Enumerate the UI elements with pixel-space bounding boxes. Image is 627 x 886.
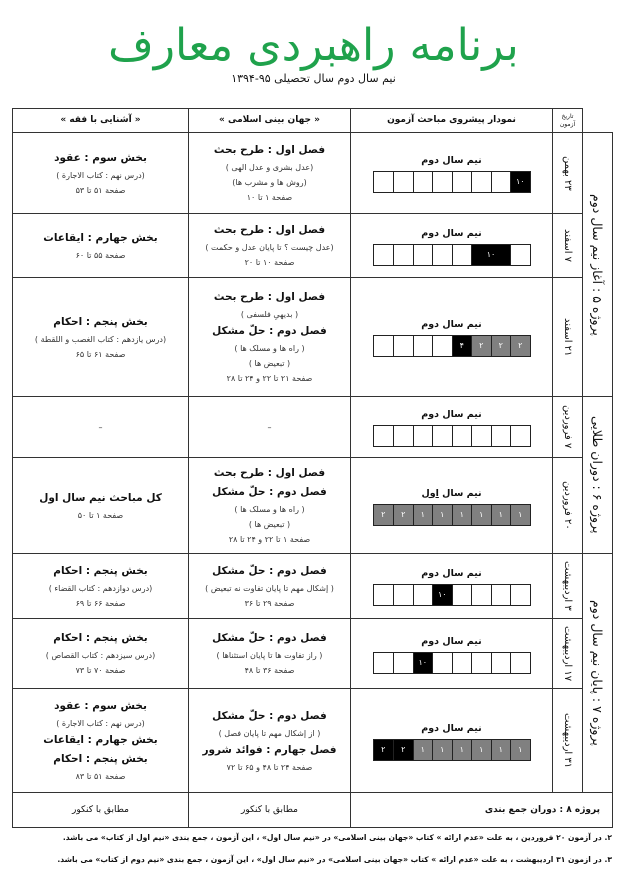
fiqh-cell [13, 619, 189, 689]
fiqh-line: (درس یازدهم : کتاب الغصب و اللقطة ) [34, 334, 167, 344]
fiqh-line: (درس نهم : کتاب الاجارة ) [56, 170, 145, 180]
schedule-row [13, 689, 613, 793]
progress-chart-cell [351, 397, 553, 458]
fiqh-line: صفحة ۶۱ تا ۶۵ [75, 349, 126, 359]
jahan-line: (عدل بشری و عدل الهی ) [225, 163, 314, 172]
date-cell [553, 619, 583, 689]
progress-segment [491, 653, 511, 673]
exam-date: ۳ اردیبهشت [562, 561, 573, 611]
progress-segment [413, 336, 433, 356]
chart-label: نیم سال دوم [421, 155, 482, 166]
progress-segment [374, 426, 394, 446]
fiqh-line: صفحة ۵۱ تا ۸۳ [75, 772, 126, 781]
chart-label-prefix: نیم سال [438, 487, 482, 499]
fiqh-line: بخش پنجم : احکام [53, 753, 148, 765]
final-project: پروژه ۸ : دوران جمع بندی [351, 793, 613, 828]
progress-segment: ۱ [413, 740, 433, 760]
note-2: ۲. در آزمون ۲۰ فروردین ، به علت «عدم ارائه » کتاب «جهان بینی اسلامی» در «نیم سال اول» ، این آزمون ، جمع بندی «نیم اول از کتاب» می باشد. [62, 833, 612, 842]
date-cell [553, 554, 583, 619]
progress-bar [373, 425, 531, 447]
jahan-line: فصل جهارم : فوائد شرور [202, 743, 337, 756]
fiqh-line: صفحة ۶۶ تا ۶۹ [75, 598, 126, 608]
fiqh-line: کل مباحث نیم سال اول [39, 491, 162, 504]
jahan-line: صفحة ۲۹ تا ۳۶ [244, 598, 295, 608]
progress-segment: ۱ [413, 505, 433, 525]
jahan-line: (روش ها و مشرب ها) [232, 178, 307, 187]
progress-chart-cell [351, 619, 553, 689]
progress-segment [432, 653, 452, 673]
date-cell [553, 397, 583, 458]
schedule-row [13, 214, 613, 278]
schedule-row [13, 278, 613, 397]
progress-segment [413, 585, 433, 605]
fiqh-line: صفحة ۵۱ تا ۵۳ [75, 185, 126, 195]
jahan-cell [189, 133, 351, 214]
progress-segment: ۱ [471, 505, 491, 525]
progress-segment [374, 653, 394, 673]
progress-segment [452, 245, 472, 265]
schedule-row [13, 458, 613, 554]
progress-bar [373, 244, 531, 266]
jahan-line: ( إشکال مهم تا پایان تفاوت نه تبعیض ) [205, 583, 334, 593]
jahan-line: ( راه ها و مسلک ها ) [234, 344, 305, 353]
jahan-line: ( تبعیض ها ) [248, 359, 291, 368]
header-jahan: « جهان بینی اسلامی » [189, 109, 351, 133]
fiqh-cell [13, 214, 189, 278]
chart-label: نیم سال دوم [421, 722, 482, 734]
progress-segment: ۱ [510, 505, 530, 525]
jahan-line: صفحة ۱ تا ۲۲ و ۲۴ تا ۲۸ [228, 535, 311, 544]
progress-segment: ۲ [374, 505, 394, 525]
jahan-line: ( راز تفاوت ها تا پایان استثناها ) [216, 651, 323, 660]
progress-segment [374, 336, 394, 356]
progress-segment [413, 172, 433, 192]
exam-date: ۷ اسفند [562, 228, 573, 263]
progress-segment: ۱ [510, 740, 530, 760]
exam-date: ۲۰ فروردین [562, 481, 573, 530]
project-label: پروژه ۵ : آغاز نیم سال دوم [590, 193, 605, 336]
final-jahan: مطابق با کنکور [189, 793, 351, 828]
progress-segment [393, 585, 413, 605]
progress-segment [432, 336, 452, 356]
progress-segment [491, 172, 511, 192]
jahan-line: صفحة ۳۶ تا ۴۸ [244, 666, 295, 675]
fiqh-line: بخش پنجم : احکام [53, 632, 148, 644]
jahan-line: فصل اول : طرح بحث [213, 224, 326, 236]
final-fiqh: مطابق با کنکور [13, 793, 189, 828]
chart-label-underlined: اول [421, 487, 439, 499]
fiqh-line: صفحة ۵۵ تا ۶۰ [75, 250, 126, 260]
fiqh-line: بخش پنجم : احکام [53, 315, 148, 328]
progress-segment: ۲ [393, 505, 413, 525]
progress-segment [413, 426, 433, 446]
progress-segment [471, 653, 491, 673]
jahan-line: فصل اول : طرح بحث [213, 467, 326, 479]
page-title: برنامه راهبردی معارف [108, 20, 519, 71]
progress-segment [374, 172, 394, 192]
schedule-table [12, 108, 613, 828]
progress-segment: ۲ [374, 740, 394, 760]
jahan-line: فصل اول : طرح بحث [213, 291, 326, 303]
fiqh-line: – [98, 422, 103, 432]
exam-date: ۱۷ اردیبهشت [562, 625, 573, 682]
progress-segment [491, 585, 511, 605]
header-row [13, 109, 613, 133]
progress-segment: ۲ [510, 336, 530, 356]
exam-date: ۲۱ اسفند [562, 317, 573, 357]
date-cell [553, 458, 583, 554]
jahan-cell [189, 689, 351, 793]
jahan-line: فصل دوم : حلّ مشکل [212, 709, 327, 722]
progress-segment [452, 172, 472, 192]
fiqh-line: (درس دوازدهم : کتاب القضاء ) [48, 583, 153, 593]
progress-bar [373, 739, 531, 761]
jahan-line: فصل دوم : حلّ مشکل [212, 564, 327, 577]
header-chart: نمودار پیشروی مباحث آزمون [351, 109, 553, 133]
progress-chart-cell [351, 554, 553, 619]
chart-label: نیم سال دوم [421, 568, 482, 579]
progress-chart-cell [351, 689, 553, 793]
fiqh-cell [13, 133, 189, 214]
fiqh-cell [13, 458, 189, 554]
date-cell [553, 689, 583, 793]
project-cell [583, 133, 613, 397]
progress-segment [432, 426, 452, 446]
final-row [13, 793, 613, 828]
jahan-line: – [267, 422, 272, 432]
jahan-line: ( از إشکال مهم تا پایان فصل ) [218, 728, 321, 738]
schedule-row [13, 619, 613, 689]
jahan-cell [189, 554, 351, 619]
progress-segment [393, 245, 413, 265]
fiqh-line: صفحة ۷۰ تا ۷۳ [75, 666, 126, 675]
progress-segment: ۱ [432, 740, 452, 760]
progress-segment [471, 585, 491, 605]
header-date: تاریخ آزمون [553, 109, 583, 133]
note-3: ۳. در ازمون ۳۱ اردیبهشت ، به علت «عدم ارائه » کتاب «جهان بینی اسلامی» در «نیم سال اول» ، این آزمون ، جمع بندی «نیم دوم از کتاب» می باشد. [57, 855, 612, 864]
jahan-line: صفحة ۱ تا ۱۰ [246, 193, 293, 202]
progress-segment: ۱ [491, 505, 511, 525]
fiqh-cell [13, 689, 189, 793]
jahan-cell [189, 214, 351, 278]
progress-bar [373, 652, 531, 674]
project-cell [583, 397, 613, 554]
progress-chart-cell [351, 278, 553, 397]
project-cell [583, 554, 613, 793]
progress-segment [374, 585, 394, 605]
fiqh-line: صفحة ۱ تا ۵۰ [77, 510, 124, 520]
progress-segment: ۱ [471, 740, 491, 760]
exam-date: ۷ فروردین [562, 405, 573, 449]
fiqh-line: بخش سوم : عقود [54, 700, 147, 712]
progress-segment: ۲ [491, 336, 511, 356]
jahan-line: ( تبعیض ها ) [248, 520, 291, 529]
jahan-cell [189, 619, 351, 689]
date-cell [553, 133, 583, 214]
exam-date: ۳۱ اردیبهشت [562, 712, 573, 769]
page-subtitle: نیم سال دوم سال تحصیلی ۹۵-۱۳۹۴ [231, 72, 396, 85]
date-cell [553, 278, 583, 397]
jahan-line: صفحة ۲۴ تا ۴۸ و ۶۵ تا ۷۲ [226, 762, 313, 772]
progress-segment [452, 585, 472, 605]
jahan-line: فصل دوم : حلّ مشکل [212, 325, 327, 337]
chart-label: نیم سال دوم [421, 409, 482, 420]
progress-chart-cell [351, 458, 553, 554]
progress-segment: ۱۰ [413, 653, 433, 673]
progress-segment [471, 426, 491, 446]
project-label: پروژه ۷ : پایان نیم سال دوم [590, 600, 605, 746]
fiqh-line: بخش سوم : عقود [54, 151, 147, 164]
progress-segment [432, 245, 452, 265]
fiqh-line: (درس نهم : کتاب الاجارة ) [56, 719, 145, 728]
progress-chart-cell [351, 214, 553, 278]
progress-segment [471, 172, 491, 192]
progress-segment [491, 426, 511, 446]
progress-bar [373, 584, 531, 606]
progress-bar [373, 171, 531, 193]
progress-segment: ۱ [432, 505, 452, 525]
progress-segment: ۲ [393, 740, 413, 760]
exam-date: ۲۳ بهمن [562, 155, 573, 191]
jahan-line: ( بدیهیِ فلسفی ) [240, 310, 299, 319]
progress-segment [452, 426, 472, 446]
progress-segment: ۲ [471, 336, 491, 356]
jahan-cell [189, 397, 351, 458]
progress-bar [373, 335, 531, 357]
schedule-row [13, 397, 613, 458]
progress-segment [393, 336, 413, 356]
header-blank [583, 109, 613, 133]
jahan-line: فصل دوم : حلّ مشکل [212, 486, 327, 498]
progress-segment: ۴ [452, 336, 472, 356]
progress-segment: ۱ [452, 740, 472, 760]
schedule-row [13, 554, 613, 619]
fiqh-line: (درس سیزدهم : کتاب القصاص ) [45, 651, 156, 660]
fiqh-cell [13, 278, 189, 397]
progress-segment [374, 245, 394, 265]
progress-segment: ۱۰ [471, 245, 510, 265]
progress-segment [393, 172, 413, 192]
jahan-cell [189, 458, 351, 554]
progress-segment: ۱۰ [510, 172, 530, 192]
fiqh-cell [13, 554, 189, 619]
progress-segment [510, 653, 530, 673]
fiqh-cell [13, 397, 189, 458]
date-cell [553, 214, 583, 278]
jahan-line: فصل دوم : حلّ مشکل [212, 632, 327, 644]
jahan-line: صفحة ۱۰ تا ۲۰ [244, 258, 295, 267]
progress-chart-cell [351, 133, 553, 214]
jahan-line: صفحة ۲۱ تا ۲۲ و ۲۴ تا ۲۸ [226, 374, 313, 383]
chart-label: نیم سال دوم [421, 319, 482, 330]
chart-label: نیم سال دوم [421, 227, 482, 239]
jahan-line: فصل اول : طرح بحث [213, 144, 326, 156]
header-fiqh: « آشنایی با فقه » [13, 109, 189, 133]
progress-segment [393, 426, 413, 446]
progress-segment: ۱ [452, 505, 472, 525]
fiqh-line: بخش پنجم : احکام [53, 564, 148, 577]
progress-segment [393, 653, 413, 673]
progress-segment [413, 245, 433, 265]
chart-label: نیم سال دوم [421, 635, 482, 647]
fiqh-line: بخش جهارم : ایقاعات [43, 734, 158, 746]
progress-segment [432, 172, 452, 192]
jahan-line: ( راه ها و مسلک ها ) [234, 505, 305, 514]
schedule-row [13, 133, 613, 214]
progress-segment [452, 653, 472, 673]
jahan-line: (عدل چیست ؟ تا پایان عدل و حکمت ) [205, 243, 334, 252]
chart-label [351, 486, 552, 501]
progress-bar [373, 504, 531, 526]
project-label: پروژه ۶ : دوران طلایی [590, 416, 605, 534]
progress-segment [510, 245, 530, 265]
progress-segment [510, 585, 530, 605]
jahan-cell [189, 278, 351, 397]
progress-segment [510, 426, 530, 446]
progress-segment: ۱ [491, 740, 511, 760]
progress-segment: ۱۰ [432, 585, 452, 605]
fiqh-line: بخش جهارم : ایقاعات [43, 231, 158, 244]
